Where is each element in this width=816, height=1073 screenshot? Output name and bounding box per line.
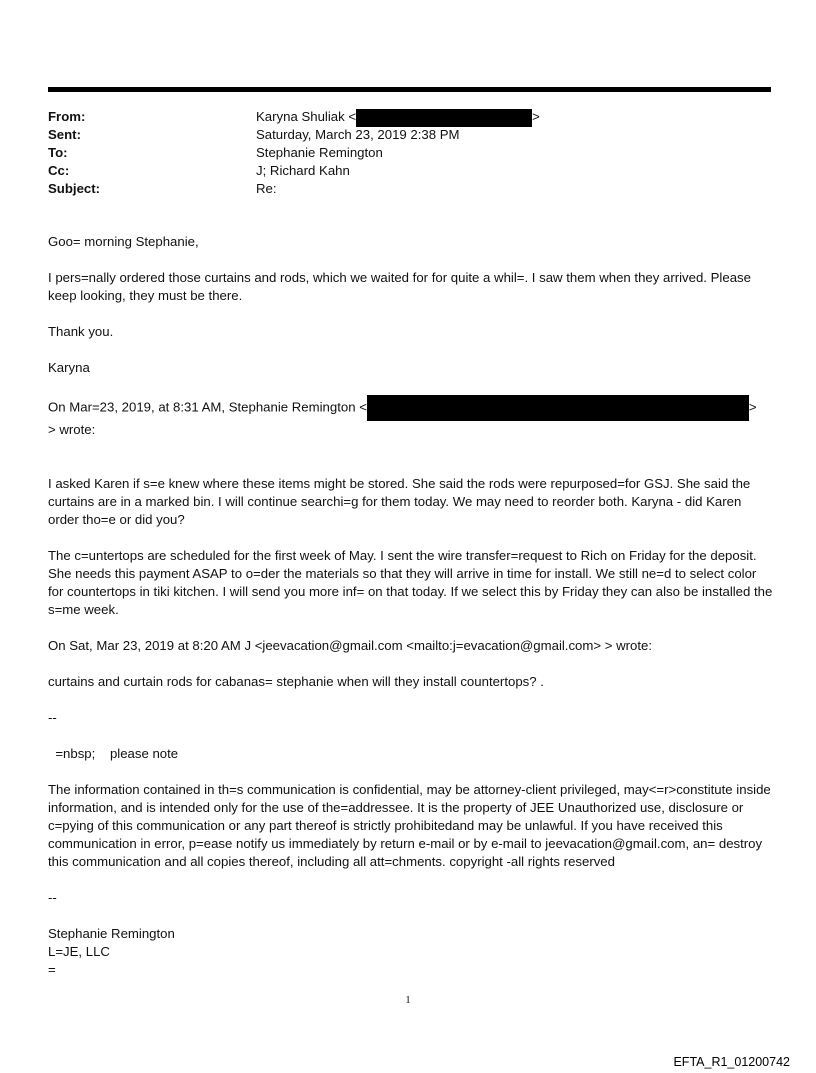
note-line: =nbsp; please note	[48, 746, 179, 761]
bates-number: EFTA_R1_01200742	[673, 1055, 790, 1069]
from-row	[48, 108, 768, 126]
from-close: >	[532, 109, 540, 124]
to-label: To:	[48, 145, 68, 160]
paragraph-1: I pers=nally ordered those curtains and rods, which we waited for for quite a whil=. I saw them when they arrived. Please keep looking, they must be there.	[48, 270, 751, 303]
from-name: Karyna Shuliak <	[256, 109, 357, 124]
sent-label: Sent:	[48, 127, 81, 142]
page-number: 1	[405, 994, 411, 1006]
quote-intro-wrote: > wrote:	[48, 422, 96, 437]
sent-row	[48, 126, 768, 144]
email-body	[48, 233, 773, 979]
separator-1: --	[48, 710, 57, 725]
disclaimer: The information contained in th=s communication is confidential, may be attorney-client privileged, may<=r>constitute inside information, and is intended only for the use of the=addressee. It is the property of JEE Unauthorized use, disclosure or c=pying of this communication or any part thereof is strictly prohibitedand may be unlawful. If you have received this communication in error, p=ease notify us immediately by return e-mail or by e-mail to jeevacation@gmail.com, an= destroy this communication and all copies thereof, including all att=chments. copyright -all rights reserved	[48, 782, 771, 869]
subject-value: Re:	[256, 181, 277, 196]
sent-value: Saturday, March 23, 2019 2:38 PM	[256, 127, 460, 142]
signoff-name: Karyna	[48, 360, 90, 375]
header-rule	[48, 87, 771, 92]
quote2-intro: On Sat, Mar 23, 2019 at 8:20 AM J <jeevacation@gmail.com <mailto:j=evacation@gmail.com> > wrote:	[48, 638, 653, 653]
from-label: From:	[48, 109, 86, 124]
thanks-line: Thank you.	[48, 324, 114, 339]
paragraph-2: I asked Karen if s=e knew where these items might be stored. She said the rods were repurposed=for GSJ. She said the curtains are in a marked bin. I will continue searchi=g for them today. We may need to reorder both. Karyna - did Karen order tho=e or did you?	[48, 476, 751, 527]
signature-company: L=JE, LLC	[48, 944, 110, 959]
subject-label: Subject:	[48, 181, 101, 196]
cc-label: Cc:	[48, 163, 70, 178]
quote-intro	[48, 395, 773, 421]
redaction-box	[367, 395, 749, 421]
signature-end: =	[48, 962, 56, 977]
greeting: Goo= morning Stephanie,	[48, 234, 199, 249]
from-value	[256, 108, 540, 126]
cc-value: J; Richard Kahn	[256, 163, 350, 178]
quote2-body: curtains and curtain rods for cabanas= stephanie when will they install countertops? .	[48, 674, 544, 689]
quote-intro-text: On Mar=23, 2019, at 8:31 AM, Stephanie Remington <	[48, 399, 367, 415]
signature-name: Stephanie Remington	[48, 926, 175, 941]
to-value: Stephanie Remington	[256, 145, 383, 160]
quote-intro-close: >	[748, 399, 757, 415]
email-header	[48, 108, 768, 198]
subject-row	[48, 180, 768, 198]
paragraph-3: The c=untertops are scheduled for the first week of May. I sent the wire transfer=request to Rich on Friday for the deposit. She needs this payment ASAP to o=der the materials so that they will arrive in time for install. We still ne=d to select color for countertops in tiki kitchen. I will send you more inf= on that today. If we select this by Friday they can also be installed the s=me week.	[48, 548, 773, 617]
redaction-box	[356, 109, 532, 127]
cc-row	[48, 162, 768, 180]
to-row	[48, 144, 768, 162]
separator-2: --	[48, 890, 57, 905]
